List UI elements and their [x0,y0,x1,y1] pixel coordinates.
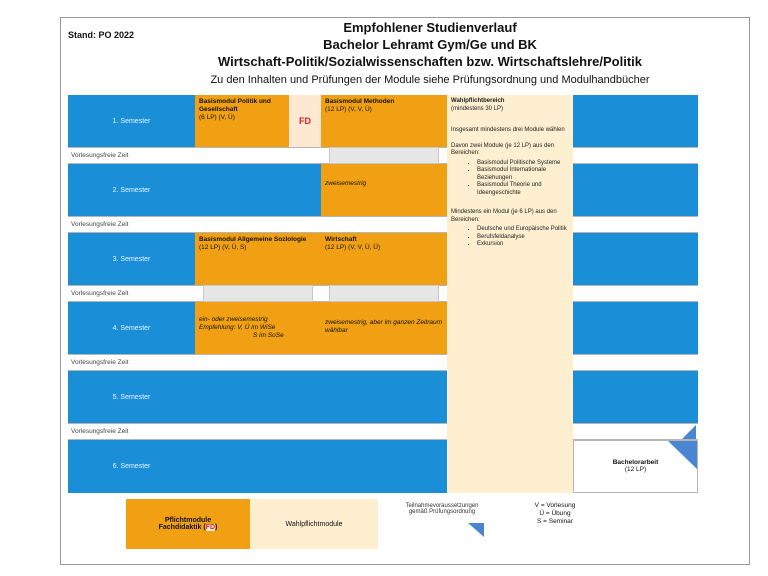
semester-2-label: 2. Semester [68,164,195,216]
module-title: Basismodul Allgemeine Soziologie [199,236,307,243]
module-title: Wirtschaft [325,236,357,243]
legend-fachdidaktik-text: Fachdidaktik ( [158,524,206,531]
module-detail: (12 LP) (V, V, Ü, Ü) [325,244,381,251]
semester-6-label: 6. Semester [68,440,195,493]
module-note: zweisemestrig, aber im ganzen Zeitraum wählbar [325,319,443,334]
wahlpflicht-text: Insgesamt mindestens drei Module wählen [451,127,565,133]
legend-fd: FD [205,524,216,531]
module-note: ein- oder zweisemestrig [199,316,268,323]
module-politik-gesellschaft [195,95,289,147]
legend-triangle-icon [468,523,484,537]
empty-slot [195,164,321,216]
legend-abbreviations [505,502,605,526]
module-detail: (12 LP) (V, Ü, S) [199,244,247,251]
list-item: • Basismodul Internationale Beziehungen [477,167,569,182]
module-wirtschaft-cont [321,302,447,354]
empty-slot [195,440,321,493]
legend-key: Ü = Übung [539,510,571,517]
free-time-box [329,285,439,302]
module-note: zweisemestrig [325,180,367,187]
wahlpflicht-subtitle: (mindestens 30 LP) [451,105,504,112]
module-title: Bachelorarbeit [612,459,659,466]
module-methoden-cont [321,164,447,216]
legend-pflichtmodule [126,499,250,549]
semester-3-label: 3. Semester [68,233,195,285]
empty-slot [573,371,698,423]
prerequisite-marker [682,425,696,439]
module-detail: (6 LP) (V, Ü) [199,114,235,121]
empty-slot [321,371,447,423]
free-time-label: Vorlesungsfreie Zeit [71,428,129,435]
empty-slot [573,302,698,354]
semester-5-label: 5. Semester [68,371,195,423]
list-item: • Deutsche und Europäische Politik [477,226,569,234]
list-item: • Berufsfeldanalyse [477,234,569,242]
legend-fachdidaktik-label [159,524,218,531]
module-soziologie-cont [195,302,321,354]
module-soziologie [195,233,321,285]
wahlpflicht-list-2 [451,226,569,249]
free-time-box [329,147,439,164]
free-time-row-2 [68,216,698,233]
free-time-label: Vorlesungsfreie Zeit [71,152,129,159]
subject-title: Wirtschaft-Politik/Sozialwissenschaften bzw. Wirtschaftslehre/Politik [217,54,643,69]
legend-wahlpflichtmodule [250,499,378,549]
legend-wahlpflicht-label: Wahlpflichtmodule [285,520,343,528]
empty-slot [195,371,321,423]
wahlpflicht-list-1 [451,160,569,198]
semester-1-label: 1. Semester [68,95,195,147]
free-time-label: Vorlesungsfreie Zeit [71,221,129,228]
study-plan-grid [68,95,698,493]
empty-slot [321,440,447,493]
module-title: Basismodul Politik und Gesellschaft [199,98,271,113]
free-time-row-4 [68,354,698,371]
legend-teilnahme [392,499,492,539]
list-item: • Exkursion [477,241,569,249]
free-time-label: Vorlesungsfreie Zeit [71,359,129,366]
module-detail: (12 LP) (V, V, Ü) [325,106,372,113]
empty-slot [573,95,698,147]
wahlpflicht-text: Davon zwei Module (je 12 LP) aus den Bereichen: [451,142,555,156]
list-item: • Basismodul Theorie und Ideengeschichte [477,182,569,197]
page-subtitle: Zu den Inhalten und Prüfungen der Module siehe Prüfungsordnung und Modulhandbücher [210,74,650,86]
free-time-label: Vorlesungsfreie Zeit [71,290,129,297]
module-detail: (12 LP) [624,466,647,473]
empty-slot [573,164,698,216]
legend-teilnahme-text: Teilnahmevoraussetzungen gemäß Prüfungsordnung [405,503,479,515]
free-time-row-5 [68,423,698,440]
list-item: • Basismodul Politische Systeme [477,160,569,168]
fd-badge: FD [289,95,321,147]
legend-key: S = Seminar [537,518,573,525]
stand-label: Stand: PO 2022 [68,30,135,40]
module-wirtschaft [321,233,447,285]
module-methoden [321,95,447,147]
semester-4-label: 4. Semester [68,302,195,354]
legend-pflicht-label: Pflichtmodule [164,517,212,524]
module-note: S im SoSe [253,332,284,339]
page-title: Empfohlener Studienverlauf [343,20,517,35]
empty-slot [573,233,698,285]
wahlpflicht-text: Mindestens ein Modul (je 6 LP) aus den Bereichen: [451,209,557,223]
legend-key: V = Vorlesung [534,502,576,509]
wahlpflicht-area [447,95,573,493]
module-note: Empfehlung: V, Ü im WiSe [199,324,276,331]
module-title: Basismodul Methoden [325,98,395,105]
free-time-box [203,285,313,302]
wahlpflicht-title: Wahlpflichtbereich [451,98,505,104]
prerequisite-marker [668,441,697,469]
degree-title: Bachelor Lehramt Gym/Ge und BK [323,37,537,52]
legend-close: ) [215,524,218,531]
